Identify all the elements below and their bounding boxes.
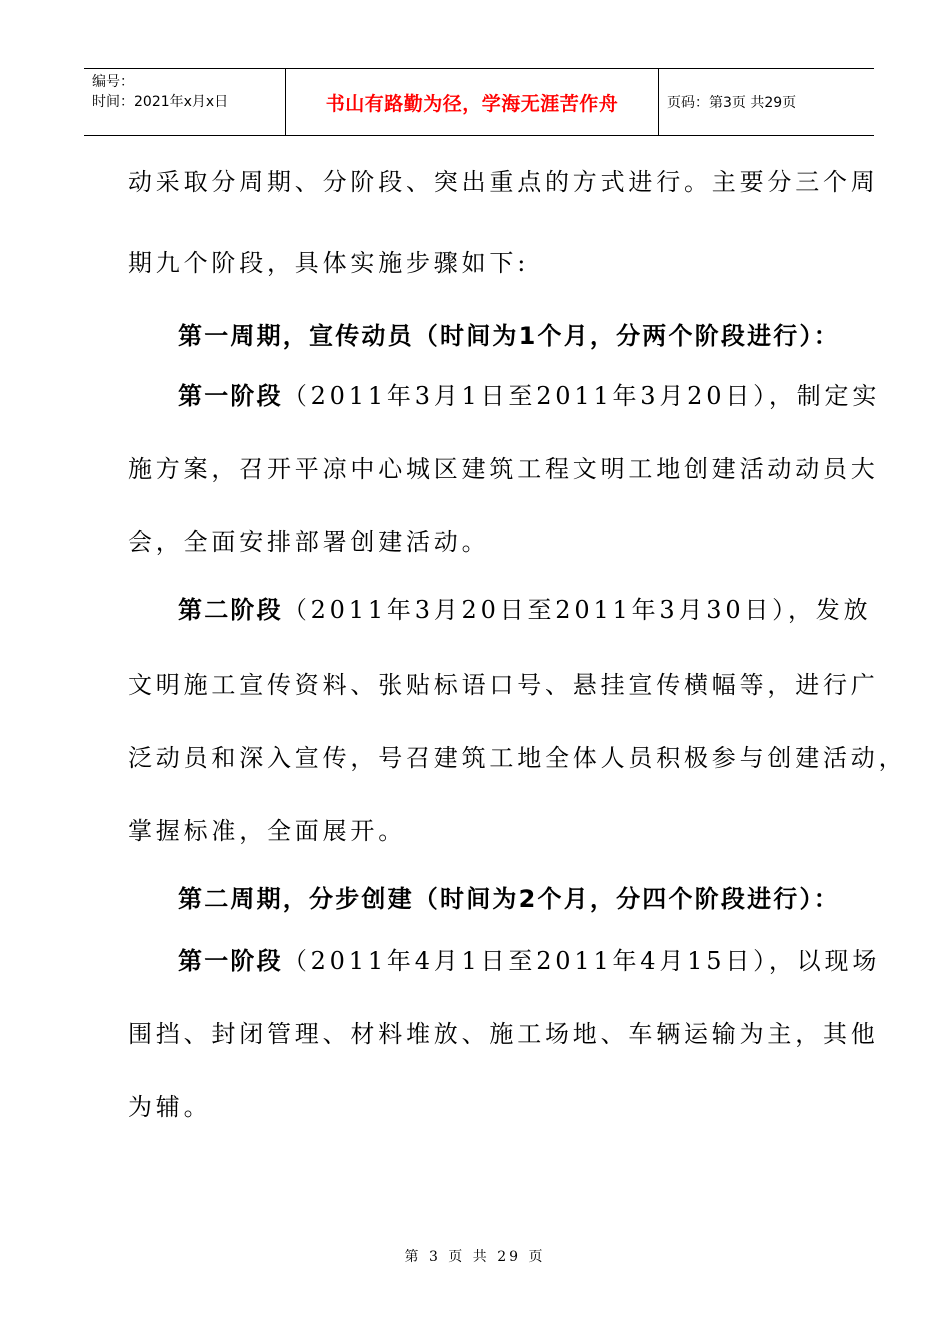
document-number-label: 编号： bbox=[92, 74, 134, 90]
page-header bbox=[84, 68, 874, 136]
section-heading: 第二周期，分步创建（时间为2个月，分四个阶段进行）： bbox=[178, 885, 840, 913]
paragraph-line: 会，全面安排部署创建活动。 bbox=[128, 528, 490, 556]
stage-text: （2011年4月1日至2011年4月15日），以现场 bbox=[282, 947, 881, 975]
paragraph-line bbox=[178, 376, 880, 411]
paragraph-line: 围挡、封闭管理、材料堆放、施工场地、车辆运输为主，其他 bbox=[128, 1020, 879, 1048]
header-meta-cell bbox=[84, 69, 286, 135]
stage-title: 第一阶段 bbox=[178, 382, 283, 410]
page-footer: 第 3 页 共 29 页 bbox=[404, 1249, 546, 1265]
stage-title: 第一阶段 bbox=[178, 947, 283, 975]
paragraph-line: 为辅。 bbox=[128, 1093, 212, 1121]
paragraph-line bbox=[178, 941, 880, 976]
paragraph-line bbox=[178, 590, 871, 625]
paragraph-line: 泛动员和深入宣传，号召建筑工地全体人员积极参与创建活动， bbox=[128, 744, 907, 772]
paragraph-line: 动采取分周期、分阶段、突出重点的方式进行。主要分三个周 bbox=[128, 168, 879, 196]
paragraph-line: 掌握标准，全面展开。 bbox=[128, 817, 406, 845]
document-time-label: 时间：2021年x月x日 bbox=[92, 94, 229, 110]
paragraph-line: 文明施工宣传资料、张贴标语口号、悬挂宣传横幅等，进行广 bbox=[128, 671, 879, 699]
header-slogan: 书山有路勤为径，学海无涯苦作舟 bbox=[286, 69, 659, 135]
stage-text: （2011年3月20日至2011年3月30日），发放 bbox=[282, 596, 872, 624]
section-heading: 第一周期，宣传动员（时间为1个月，分两个阶段进行）： bbox=[178, 322, 840, 350]
header-page-info: 页码：第3页 共29页 bbox=[667, 95, 797, 111]
stage-text: （2011年3月1日至2011年3月20日），制定实 bbox=[282, 382, 881, 410]
paragraph-line: 期九个阶段，具体实施步骤如下: bbox=[128, 249, 530, 277]
paragraph-line: 施方案，召开平凉中心城区建筑工程文明工地创建活动动员大 bbox=[128, 455, 879, 483]
stage-title: 第二阶段 bbox=[178, 596, 283, 624]
